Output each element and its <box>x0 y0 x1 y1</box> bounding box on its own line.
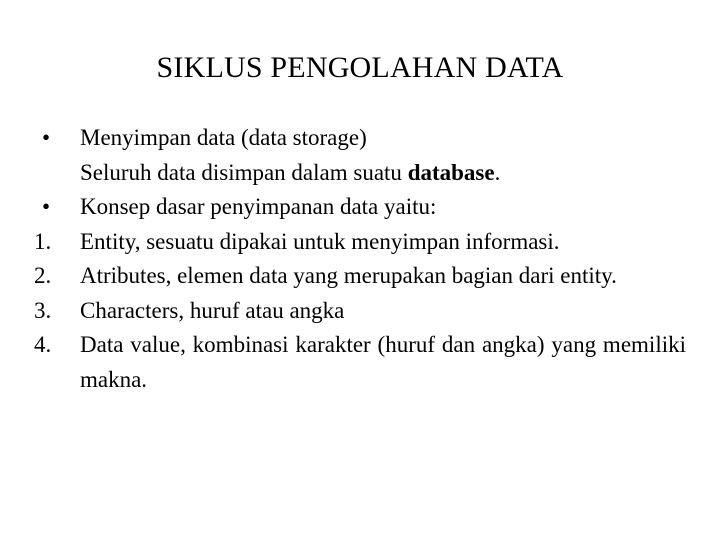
bold-term: database <box>407 159 495 185</box>
list-item-text <box>80 156 686 191</box>
list-item-text: Characters, huruf atau angka <box>80 297 345 323</box>
list-item <box>34 190 686 225</box>
text-segment: . <box>494 159 501 185</box>
bullet-marker: • <box>42 194 51 219</box>
bullet-marker: • <box>42 125 51 150</box>
list-item-text: Data value, kombinasi karakter (huruf dan angka) yang memiliki makna. <box>80 332 686 392</box>
slide-title: SIKLUS PENGOLAHAN DATA <box>156 51 564 84</box>
text-segment: Seluruh data disimpan dalam suatu <box>80 159 408 185</box>
list-item <box>34 121 686 156</box>
list-item-text: Konsep dasar penyimpanan data yaitu: <box>80 194 437 219</box>
list-item <box>34 225 686 260</box>
slide-body <box>34 121 686 397</box>
number-marker: 3. <box>34 297 52 323</box>
number-marker: 1. <box>34 228 52 254</box>
list-item <box>34 328 686 397</box>
list-item-text: Atributes, elemen data yang merupakan bagian dari entity. <box>80 263 617 288</box>
number-marker: 2. <box>34 263 52 288</box>
list-item-text: Menyimpan data (data storage) <box>80 125 367 150</box>
list-item <box>34 259 686 294</box>
list-item-text: Entity, sesuatu dipakai untuk menyimpan informasi. <box>80 228 560 254</box>
number-marker: 4. <box>34 332 52 357</box>
list-item-continuation <box>34 156 686 191</box>
list-item <box>34 294 686 329</box>
